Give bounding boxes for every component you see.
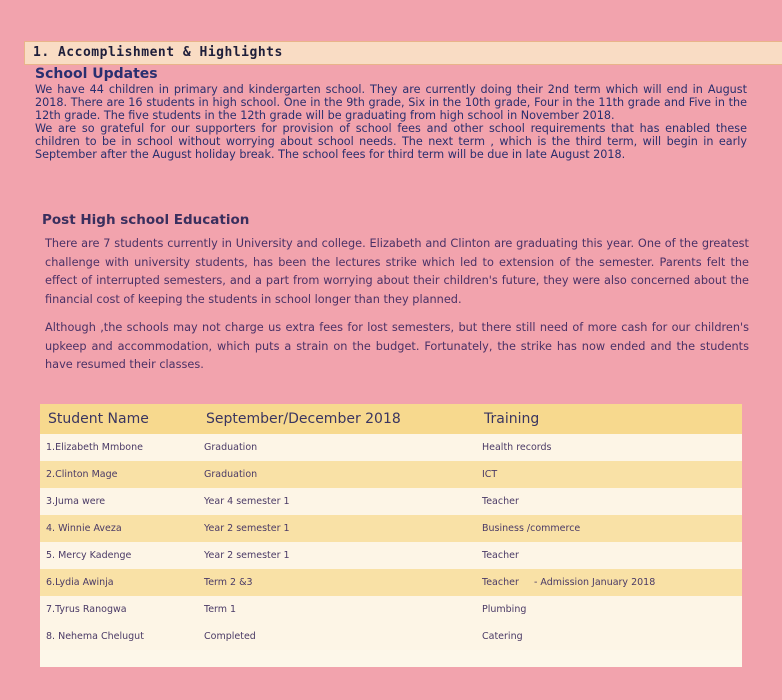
student-name-cell: 5. Mercy Kadenge — [40, 542, 198, 569]
post-high-school-heading: Post High school Education — [42, 212, 250, 228]
table-row — [40, 542, 742, 569]
training-cell: Business /commerce — [476, 515, 742, 542]
student-name-cell: 1.Elizabeth Mmbone — [40, 434, 198, 461]
period-cell: Term 2 &3 — [198, 569, 476, 596]
student-name-cell: 3.Juma were — [40, 488, 198, 515]
column-header-student-name: Student Name — [40, 404, 198, 434]
student-name-cell: 6.Lydia Awinja — [40, 569, 198, 596]
school-updates-paragraph-2: We are so grateful for our supporters for provision of school fees and other school requirements that has enabled these children to be in school without worrying about school needs. The next term , which is the third term, will begin in early September after the August holiday break. The school fees for third term will be due in late August 2018. — [35, 122, 747, 161]
period-cell: Year 2 semester 1 — [198, 515, 476, 542]
table-row — [40, 461, 742, 488]
table-row — [40, 488, 742, 515]
school-updates-heading: School Updates — [35, 66, 158, 82]
training-cell: Plumbing — [476, 596, 742, 623]
table-row — [40, 515, 742, 542]
period-cell: Term 1 — [198, 596, 476, 623]
period-cell: Graduation — [198, 461, 476, 488]
student-name-cell: 4. Winnie Aveza — [40, 515, 198, 542]
student-name-cell: 2.Clinton Mage — [40, 461, 198, 488]
period-cell: Completed — [198, 623, 476, 650]
period-cell: Graduation — [198, 434, 476, 461]
student-name-cell: 7.Tyrus Ranogwa — [40, 596, 198, 623]
training-cell: Teacher - Admission January 2018 — [476, 569, 742, 596]
table-header-row — [40, 404, 742, 434]
training-cell: Teacher — [476, 488, 742, 515]
training-cell: Catering — [476, 623, 742, 650]
table-row — [40, 569, 742, 596]
column-header-period: September/December 2018 — [198, 404, 476, 434]
table-row — [40, 623, 742, 650]
table-row — [40, 434, 742, 461]
period-cell: Year 4 semester 1 — [198, 488, 476, 515]
training-cell: Health records — [476, 434, 742, 461]
school-updates-body — [35, 84, 747, 163]
training-cell: ICT — [476, 461, 742, 488]
section-title: 1. Accomplishment & Highlights — [24, 41, 782, 65]
column-header-training: Training — [476, 404, 742, 434]
training-cell: Teacher — [476, 542, 742, 569]
school-updates-paragraph-1: We have 44 children in primary and kindergarten school. They are currently doing their 2nd term which will end in August 2018. There are 16 students in high school. One in the 9th grade, Six in the 10th grade, Four in the 11th grade and Five in the 12th grade. The five students in the 12th grade will be graduating from high school in November 2018. — [35, 83, 747, 122]
student-table — [40, 404, 742, 667]
student-name-cell: 8. Nehema Chelugut — [40, 623, 198, 650]
period-cell: Year 2 semester 1 — [198, 542, 476, 569]
post-high-school-paragraph-1: There are 7 students currently in University and college. Elizabeth and Clinton are graduating this year. One of the greatest challenge with university students, has been the lectures strike which led to extension of the semester. Parents felt the effect of interrupted semesters, and a part from worrying about their children's future, they were also concerned about the financial cost of keeping the students in school longer than they planned. — [45, 237, 749, 306]
post-high-school-paragraph-2: Although ,the schools may not charge us extra fees for lost semesters, but there still need of more cash for our children's upkeep and accommodation, which puts a strain on the budget. Fortunately, the strike has now ended and the students have resumed their classes. — [45, 321, 749, 371]
table-row — [40, 596, 742, 623]
post-high-school-body — [45, 235, 749, 385]
